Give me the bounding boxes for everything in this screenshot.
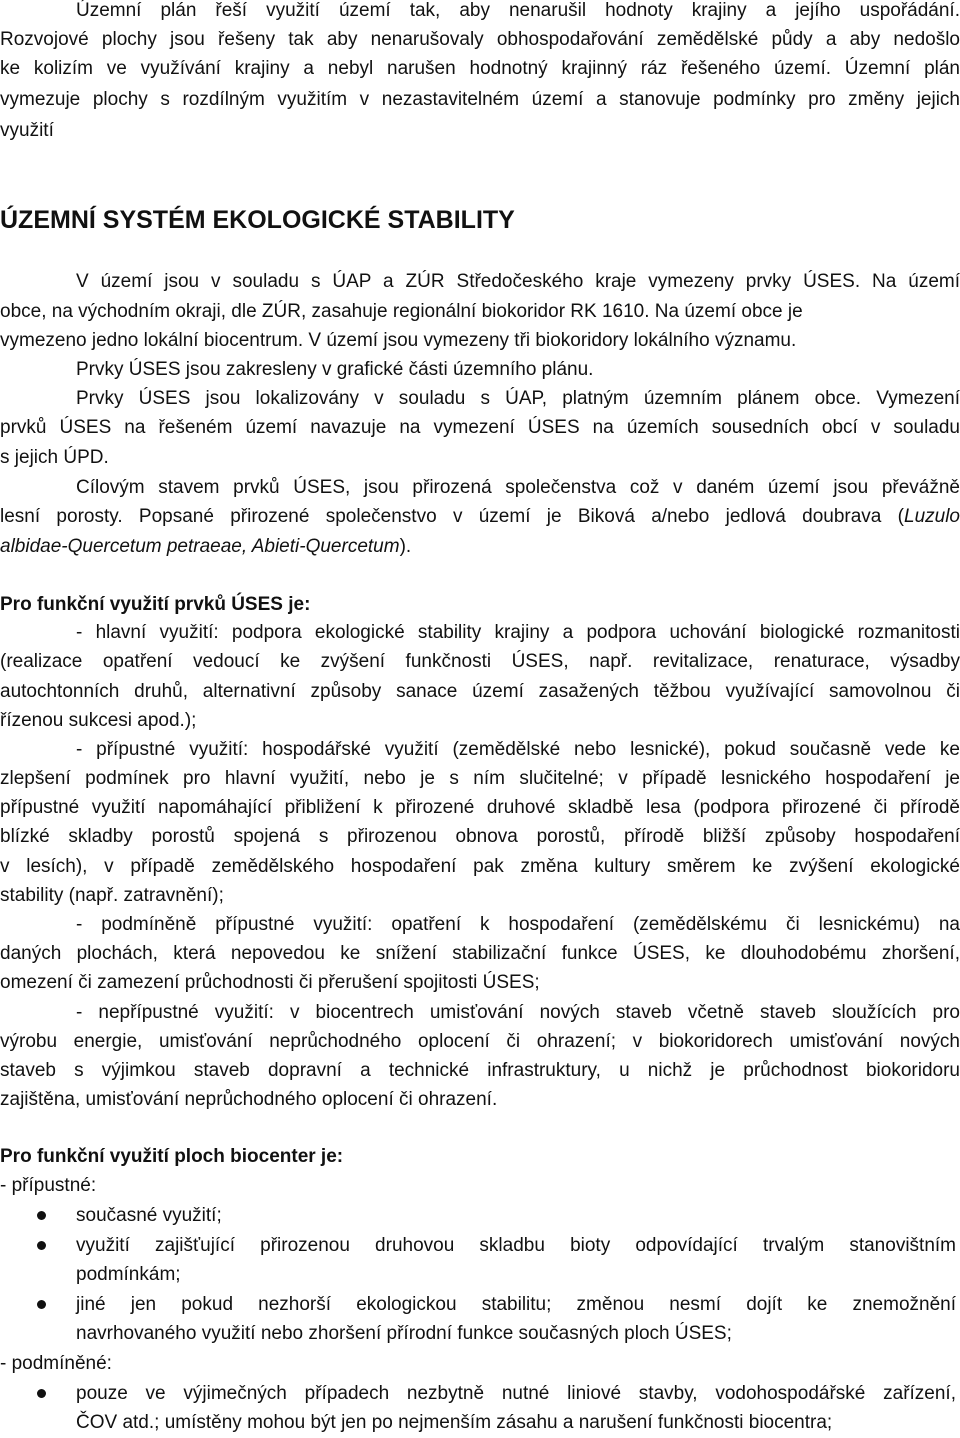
text-line: daných plochách, která nepovedou ke snížení stabilizační funkce ÚSES, ke dlouhodobému zhoršení,	[0, 943, 960, 964]
latin-name: albidae-Quercetum petraeae, Abieti-Quercetum	[0, 536, 400, 557]
subsection-heading: Pro funkční využití prvků ÚSES je:	[0, 594, 311, 615]
text-line: vymezeno jedno lokální biocentrum. V území jsou vymezeny tři biokoridory lokálního významu.	[0, 330, 797, 351]
text-line: V území jsou v souladu s ÚAP a ZÚR Středočeského kraje vymezeny prvky ÚSES. Na území	[76, 271, 960, 292]
text-line: (realizace opatření vedoucí ke zvýšení funkčnosti ÚSES, např. revitalizace, renaturace, výsadby	[0, 651, 960, 672]
text-span: lesní porosty. Popsané přirozené společenstvo v území je Biková a/nebo jedlová doubrava (	[0, 506, 904, 527]
text-line: s jejich ÚPD.	[0, 447, 109, 468]
text-line: blízké skladby porostů spojená s přirozenou obnova porostů, přírodě bližší způsoby hospodaření	[0, 826, 960, 847]
text-line: obce, na východním okraji, dle ZÚR, zasahuje regionální biokoridor RK 1610. Na území obce je	[0, 301, 803, 322]
list-item: současné využití;	[76, 1205, 222, 1226]
section-heading: ÚZEMNÍ SYSTÉM EKOLOGICKÉ STABILITY	[0, 206, 515, 234]
list-item: využití zajišťující přirozenou druhovou skladbu bioty odpovídající trvalým stanovištním	[76, 1235, 956, 1256]
text-line: přípustné využití napomáhající přibližení k přirozené druhové skladbě lesa (podpora přirozené či přírodě	[0, 797, 960, 818]
text-line: Prvky ÚSES jsou zakresleny v grafické části územního plánu.	[76, 359, 594, 380]
list-item: jiné jen pokud nezhorší ekologickou stabilitu; změnou nesmí dojít ke znemožnění	[76, 1294, 956, 1315]
bullet-icon	[37, 1389, 46, 1398]
text-line: stability (např. zatravnění);	[0, 885, 224, 906]
text-line: řízenou sukcesi apod.);	[0, 710, 197, 731]
text-line: - přípustné využití: hospodářské využití (zemědělské nebo lesnické), pokud současně vede ke	[76, 739, 960, 760]
text-line: - podmíněné:	[0, 1353, 112, 1374]
subsection-heading: Pro funkční využití ploch biocenter je:	[0, 1146, 344, 1167]
text-line: v lesích), v případě zemědělského hospodaření pak změna kultury směrem ke zvýšení ekologické	[0, 856, 960, 877]
text-line	[0, 532, 960, 561]
text-line: - přípustné:	[0, 1175, 97, 1196]
latin-name: Luzulo	[904, 506, 960, 527]
text-line: vymezuje plochy s rozdílným využitím v nezastavitelném území a stanovuje podmínky pro změny jejich	[0, 89, 960, 110]
text-line	[0, 502, 960, 531]
bullet-icon	[37, 1211, 46, 1220]
text-line: omezení či zamezení průchodnosti či přerušení spojitosti ÚSES;	[0, 972, 540, 993]
text-span: ).	[399, 536, 412, 557]
list-item: navrhovaného využití nebo zhoršení přírodní funkce současných ploch ÚSES;	[76, 1323, 732, 1344]
bullet-icon	[37, 1241, 46, 1250]
text-line: Prvky ÚSES jsou lokalizovány v souladu s ÚAP, platným územním plánem obce. Vymezení	[76, 388, 960, 409]
text-line: - hlavní využití: podpora ekologické stability krajiny a podpora uchování biologické rozmanitosti	[76, 622, 960, 643]
text-line: staveb s výjimkou staveb dopravní a technické infrastruktury, u nichž je průchodnost biokoridoru	[0, 1060, 960, 1081]
list-item: ČOV atd.; umístěny mohou být jen po nejmenším zásahu a narušení funkčnosti biocentra;	[76, 1412, 833, 1433]
text-line: Rozvojové plochy jsou řešeny tak aby nenarušovaly obhospodařování zemědělské půdy a aby nedošlo	[0, 29, 960, 50]
text-line: Cílovým stavem prvků ÚSES, jsou přirozená společenstva což v daném území jsou převážně	[76, 477, 960, 498]
list-item: podmínkám;	[76, 1264, 181, 1285]
text-line: zlepšení podmínek pro hlavní využití, nebo je s ním slučitelné; v případě lesnického hospodaření je	[0, 768, 960, 789]
text-line: zajištěna, umisťování neprůchodného oplocení či ohrazení.	[0, 1089, 498, 1110]
text-line: Územní plán řeší využití území tak, aby nenarušil hodnoty krajiny a jejího uspořádání.	[76, 0, 960, 21]
text-line: ke kolizím ve využívání krajiny a nebyl narušen hodnotný krajinný ráz řešeného území. Územní plán	[0, 58, 960, 79]
bullet-icon	[37, 1300, 46, 1309]
text-line: prvků ÚSES na řešeném území navazuje na vymezení ÚSES na územích sousedních obcí v souladu	[0, 417, 960, 438]
text-line: využití	[0, 120, 54, 141]
text-line: autochtonních druhů, alternativní způsoby sanace území zasažených těžbou využívající samovolnou či	[0, 681, 960, 702]
text-line: - nepřípustné využití: v biocentrech umisťování nových staveb včetně staveb sloužících pro	[76, 1002, 960, 1023]
text-line: - podmíněně přípustné využití: opatření k hospodaření (zemědělskému či lesnickému) na	[76, 914, 960, 935]
text-line: výrobu energie, umisťování neprůchodného oplocení či ohrazení; v biokoridorech umisťování nových	[0, 1031, 960, 1052]
list-item: pouze ve výjimečných případech nezbytně nutné liniové stavby, vodohospodářské zařízení,	[76, 1383, 956, 1404]
